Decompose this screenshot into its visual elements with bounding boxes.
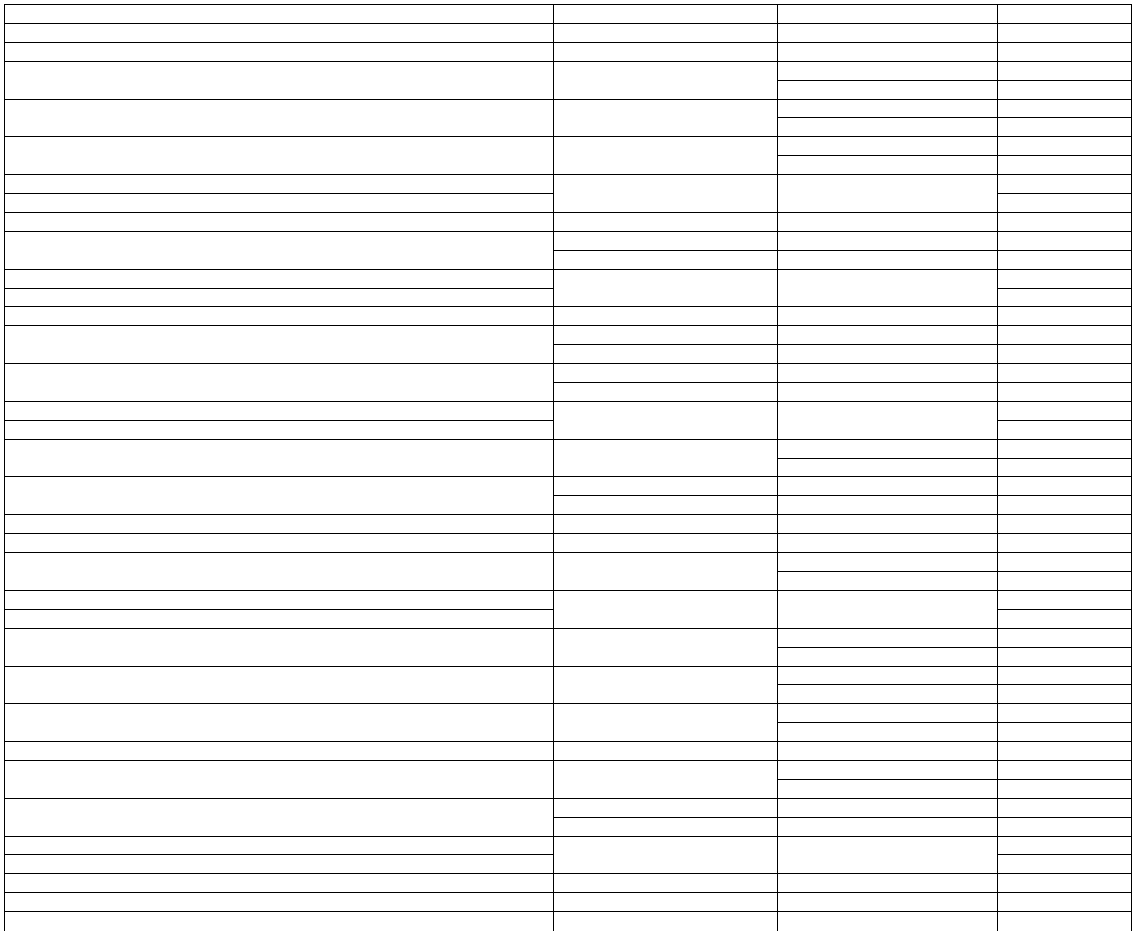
row-gridline — [777, 117, 998, 118]
row-gridline — [4, 288, 554, 289]
row-gridline — [777, 495, 998, 496]
row-gridline — [4, 4, 1132, 5]
row-gridline — [777, 571, 998, 572]
row-gridline — [997, 193, 1132, 194]
row-gridline — [4, 136, 1132, 137]
row-gridline — [4, 873, 1132, 874]
row-gridline — [4, 325, 1132, 326]
row-gridline — [4, 892, 1132, 893]
row-gridline — [4, 306, 1132, 307]
column-gridline — [553, 4, 554, 931]
row-gridline — [997, 288, 1132, 289]
row-gridline — [4, 590, 1132, 591]
row-gridline — [997, 155, 1132, 156]
row-gridline — [997, 571, 1132, 572]
row-gridline — [997, 495, 1132, 496]
row-gridline — [4, 42, 1132, 43]
row-gridline — [4, 231, 1132, 232]
row-gridline — [4, 193, 554, 194]
row-gridline — [4, 61, 1132, 62]
row-gridline — [4, 760, 1132, 761]
row-gridline — [4, 741, 1132, 742]
row-gridline — [4, 666, 1132, 667]
column-gridline — [997, 4, 998, 931]
row-gridline — [4, 514, 1132, 515]
row-gridline — [553, 250, 778, 251]
row-gridline — [997, 420, 1132, 421]
column-gridline — [4, 4, 5, 931]
row-gridline — [777, 779, 998, 780]
row-gridline — [4, 99, 1132, 100]
row-gridline — [777, 250, 998, 251]
row-gridline — [4, 439, 1132, 440]
row-gridline — [777, 684, 998, 685]
row-gridline — [553, 344, 778, 345]
row-gridline — [777, 458, 998, 459]
row-gridline — [4, 174, 1132, 175]
row-gridline — [4, 609, 554, 610]
row-gridline — [4, 854, 554, 855]
column-gridline — [777, 4, 778, 931]
row-gridline — [997, 344, 1132, 345]
row-gridline — [4, 476, 1132, 477]
column-gridline — [1131, 4, 1132, 931]
row-gridline — [4, 363, 1132, 364]
row-gridline — [997, 779, 1132, 780]
row-gridline — [553, 817, 778, 818]
row-gridline — [4, 212, 1132, 213]
row-gridline — [777, 382, 998, 383]
row-gridline — [997, 684, 1132, 685]
row-gridline — [997, 80, 1132, 81]
row-gridline — [997, 817, 1132, 818]
row-gridline — [4, 836, 1132, 837]
row-gridline — [4, 798, 1132, 799]
row-gridline — [997, 854, 1132, 855]
row-gridline — [997, 382, 1132, 383]
row-gridline — [997, 647, 1132, 648]
row-gridline — [777, 817, 998, 818]
row-gridline — [4, 401, 1132, 402]
row-gridline — [777, 80, 998, 81]
row-gridline — [4, 269, 1132, 270]
row-gridline — [4, 552, 1132, 553]
row-gridline — [4, 420, 554, 421]
row-gridline — [4, 23, 1132, 24]
row-gridline — [777, 722, 998, 723]
row-gridline — [4, 911, 1132, 912]
row-gridline — [997, 609, 1132, 610]
row-gridline — [777, 155, 998, 156]
row-gridline — [777, 647, 998, 648]
row-gridline — [777, 344, 998, 345]
row-gridline — [4, 628, 1132, 629]
row-gridline — [553, 495, 778, 496]
row-gridline — [553, 382, 778, 383]
row-gridline — [997, 722, 1132, 723]
row-gridline — [997, 117, 1132, 118]
row-gridline — [997, 458, 1132, 459]
row-gridline — [4, 533, 1132, 534]
row-gridline — [4, 703, 1132, 704]
row-gridline — [997, 250, 1132, 251]
